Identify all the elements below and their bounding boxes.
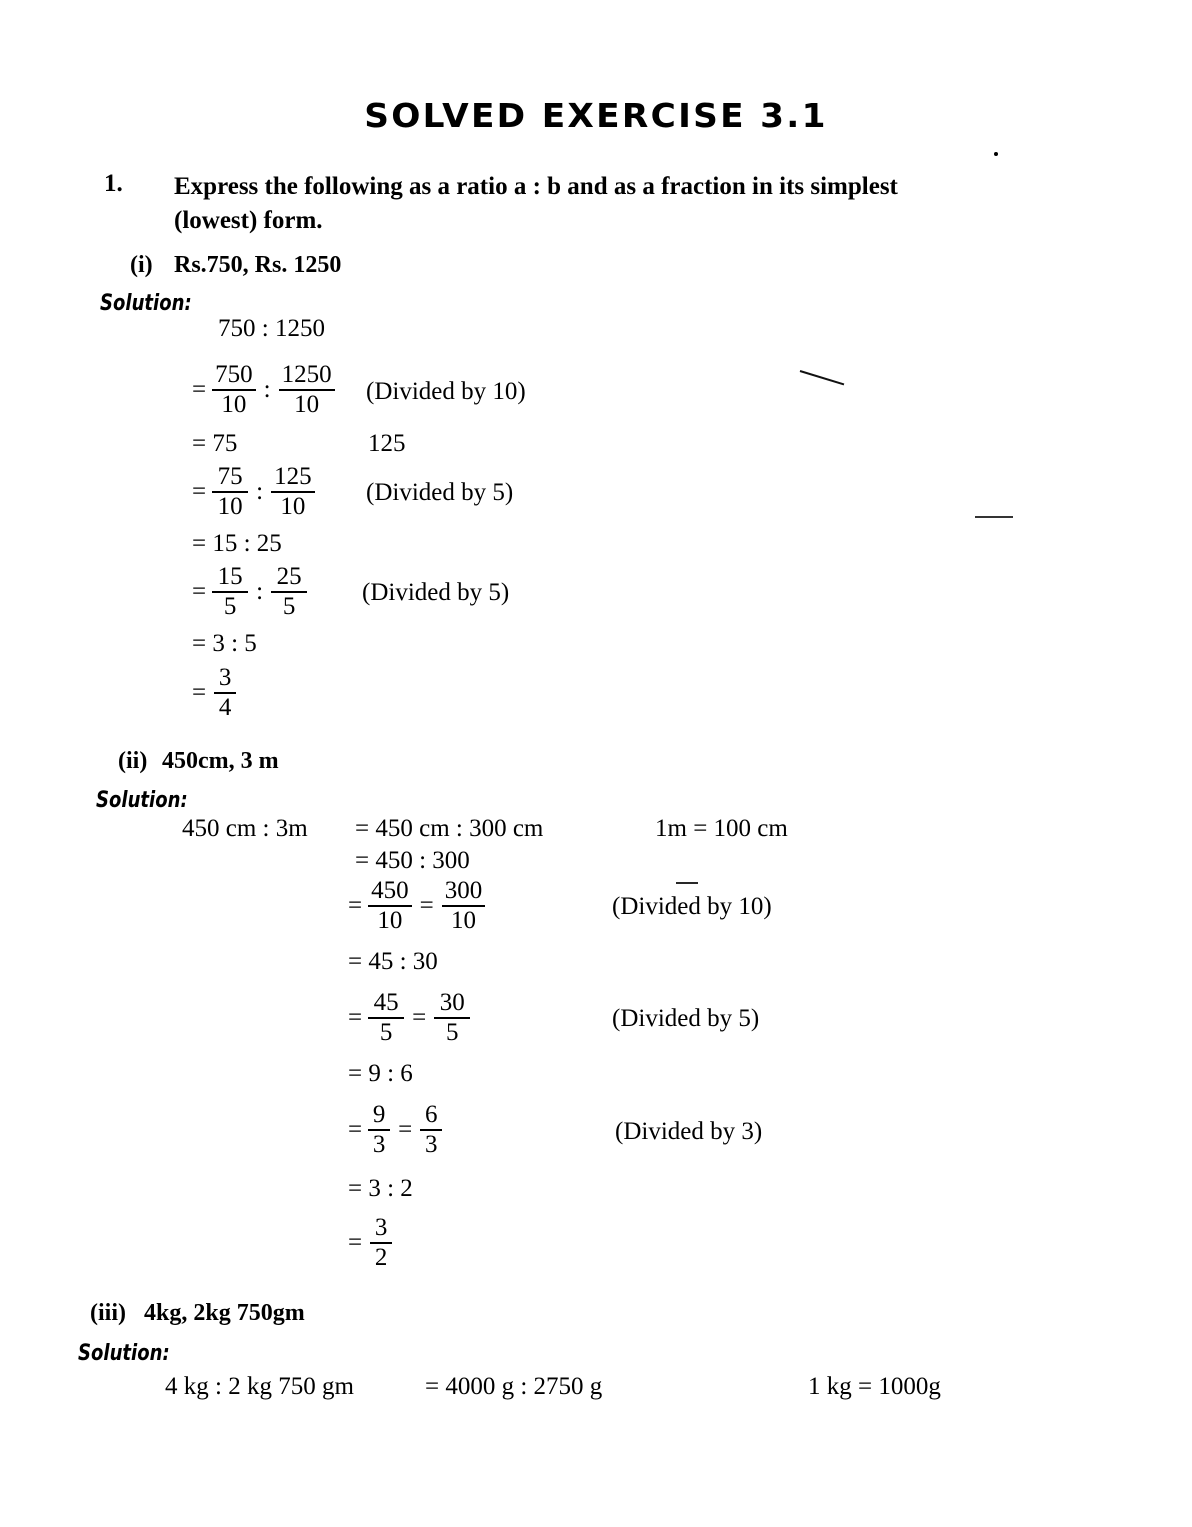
numerator: 45 [373,989,399,1016]
equals-sign: = [192,478,207,505]
part-i-initial-ratio: 750 : 1250 [218,315,325,342]
denominator: 10 [221,391,247,418]
ratio-colon: : [263,376,271,403]
part-ii-step-1 [348,878,485,934]
denominator: 3 [424,1131,438,1158]
part-i-step-3 [192,464,315,520]
part-ii-final-answer [348,1215,392,1271]
fraction-3-over-2 [370,1215,392,1271]
solution-label-ii: Solution: [96,788,188,813]
part-statement-ii: 450cm, 3 m [162,748,279,774]
part-iii-convert: = 4000 g : 2750 g [425,1373,603,1400]
equals-sign-middle: = [419,892,434,919]
fraction-30-over-5 [434,990,470,1046]
denominator: 10 [377,907,403,934]
denominator: 5 [379,1019,393,1046]
part-roman-i: (i) [130,252,159,278]
fraction-450-over-10 [368,878,412,934]
part-i-note-1: (Divided by 10) [366,378,526,405]
page-title: SOLVED EXERCISE 3.1 [364,96,828,135]
equals-sign: = [348,892,363,919]
question-line-1: Express the following as a ratio a : b and as a fraction in its simplest [174,173,898,200]
scan-artifact-stroke-upper [800,370,845,385]
solution-label-i: Solution: [100,291,192,316]
part-statement-iii: 4kg, 2kg 750gm [144,1300,305,1326]
part-i-final-answer [192,665,236,721]
part-i-step-2-left: = 75 [192,430,238,457]
fraction-750-over-10 [212,362,256,418]
fraction-3-over-4 [214,665,236,721]
part-heading-ii [118,748,279,775]
fraction-25-over-5 [271,564,307,620]
numerator: 1250 [281,361,332,388]
numerator: 3 [374,1214,388,1241]
part-ii-step-2: = 45 : 30 [348,948,438,975]
part-ii-plain-ratio: = 450 : 300 [355,847,470,874]
numerator: 9 [372,1101,386,1128]
fraction-125-over-10 [271,464,315,520]
part-i-step-5 [192,564,307,620]
solution-label-iii: Solution: [78,1341,170,1366]
question-text [174,170,1098,238]
equals-sign: = [348,1116,363,1143]
fraction-15-over-5 [212,564,248,620]
numerator: 25 [276,563,302,590]
part-i-note-2: (Divided by 5) [366,479,514,506]
part-i-step-4: = 15 : 25 [192,530,282,557]
part-iii-given: 4 kg : 2 kg 750 gm [165,1373,354,1400]
scan-artifact-dot [994,152,998,156]
part-heading-i [130,252,341,279]
part-heading-iii [90,1300,305,1327]
equals-sign: = [348,1004,363,1031]
part-ii-note-3: (Divided by 3) [615,1118,763,1145]
ratio-colon: : [256,478,264,505]
numerator: 75 [217,463,243,490]
denominator: 10 [217,493,243,520]
denominator: 10 [450,907,476,934]
part-roman-iii: (iii) [90,1300,132,1326]
denominator: 5 [445,1019,459,1046]
equals-sign: = [348,1229,363,1256]
numerator: 15 [217,563,243,590]
denominator: 5 [282,593,296,620]
part-ii-step-4: = 9 : 6 [348,1060,413,1087]
numerator: 3 [218,664,232,691]
numerator: 30 [439,989,465,1016]
fraction-6-over-3 [420,1102,442,1158]
denominator: 10 [294,391,320,418]
part-ii-note-2: (Divided by 5) [612,1005,760,1032]
fraction-75-over-10 [212,464,248,520]
part-ii-step-5 [348,1102,442,1158]
ratio-colon: : [256,578,264,605]
scan-artifact-stroke-lower [975,516,1013,518]
part-ii-conversion-note: 1m = 100 cm [655,815,788,842]
denominator: 3 [372,1131,386,1158]
part-i-note-3: (Divided by 5) [362,579,510,606]
numerator: 450 [371,877,409,904]
fraction-300-over-10 [442,878,486,934]
denominator: 5 [223,593,237,620]
equals-sign: = [192,578,207,605]
part-ii-note-1: (Divided by 10) [612,893,772,920]
fraction-1250-over-10 [279,362,335,418]
part-roman-ii: (ii) [118,748,154,774]
part-i-step-1 [192,362,335,418]
equals-sign: = [192,679,207,706]
part-ii-step-3 [348,990,470,1046]
question-line-2: (lowest) form. [174,207,323,234]
part-ii-convert: = 450 cm : 300 cm [355,815,544,842]
numerator: 300 [444,877,483,904]
numerator: 6 [424,1101,438,1128]
scan-artifact-stroke-note [676,882,698,884]
question-number: 1. [104,170,123,197]
part-statement-i: Rs.750, Rs. 1250 [174,252,342,278]
equals-sign-middle: = [398,1116,413,1143]
part-ii-given: 450 cm : 3m [182,815,308,842]
denominator: 4 [218,694,232,721]
fraction-9-over-3 [368,1102,390,1158]
numerator: 125 [274,463,312,490]
part-i-step-2-right: 125 [368,430,406,457]
part-ii-step-6: = 3 : 2 [348,1175,413,1202]
equals-sign-middle: = [412,1004,427,1031]
numerator: 750 [215,361,253,388]
part-iii-conversion-note: 1 kg = 1000g [808,1373,941,1400]
part-i-step-6: = 3 : 5 [192,630,257,657]
denominator: 10 [280,493,306,520]
denominator: 2 [374,1244,388,1271]
equals-sign: = [192,376,207,403]
fraction-45-over-5 [368,990,404,1046]
